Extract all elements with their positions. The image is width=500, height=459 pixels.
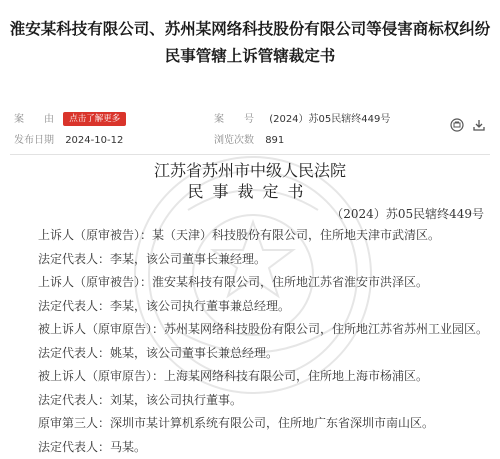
party-paragraph: 上诉人（原审被告）：某（天津）科技股份有限公司，住所地天津市武清区。	[14, 224, 490, 248]
case-title-line-1: 淮安某科技有限公司、苏州某网络科技股份有限公司等侵害商标权纠纷	[8, 16, 492, 43]
party-paragraph: 被上诉人（原审原告）：上海某网络科技有限公司，住所地上海市杨浦区。	[14, 365, 490, 389]
meta-row-1	[14, 112, 126, 128]
view-count-value: 891	[265, 135, 284, 146]
party-paragraph: 原审第三人：深圳市某计算机系统有限公司，住所地广东省深圳市南山区。	[14, 412, 490, 436]
case-title-line-2: 民事管辖上诉管辖裁定书	[8, 43, 492, 70]
document-body	[14, 224, 490, 459]
toolbar-icons	[450, 118, 486, 132]
party-paragraph: 法定代表人：刘某，该公司执行董事。	[14, 389, 490, 413]
published-date-label: 发布日期	[14, 135, 54, 146]
document-type: 民事裁定书	[0, 181, 500, 202]
case-number-value: (2024）苏05民辖终449号	[269, 114, 390, 125]
divider	[10, 154, 490, 155]
meta-row-2	[14, 133, 123, 149]
view-count-label: 浏览次数	[214, 135, 254, 146]
learn-more-button[interactable]: 点击了解更多	[63, 112, 126, 126]
case-title	[8, 16, 492, 70]
print-icon[interactable]	[450, 118, 464, 132]
party-paragraph: 法定代表人：马某。	[14, 436, 490, 459]
party-paragraph: 法定代表人：姚某，该公司董事长兼总经理。	[14, 342, 490, 366]
download-icon[interactable]	[472, 118, 486, 132]
party-paragraph: 法定代表人：李某，该公司董事长兼经理。	[14, 248, 490, 272]
case-meta	[14, 112, 490, 152]
case-number-label: 案 号	[214, 114, 254, 125]
party-paragraph: 被上诉人（原审原告）：苏州某网络科技股份有限公司，住所地江苏省苏州工业园区。	[14, 318, 490, 342]
court-name: 江苏省苏州市中级人民法院	[0, 160, 500, 181]
case-cause-label: 案 由	[14, 114, 54, 125]
party-paragraph: 上诉人（原审被告）：淮安某科技有限公司，住所地江苏省淮安市洪泽区。	[14, 271, 490, 295]
published-date-value: 2024-10-12	[65, 135, 123, 146]
document-case-number: （2024）苏05民辖终449号	[331, 205, 484, 223]
party-paragraph: 法定代表人：李某，该公司执行董事兼总经理。	[14, 295, 490, 319]
